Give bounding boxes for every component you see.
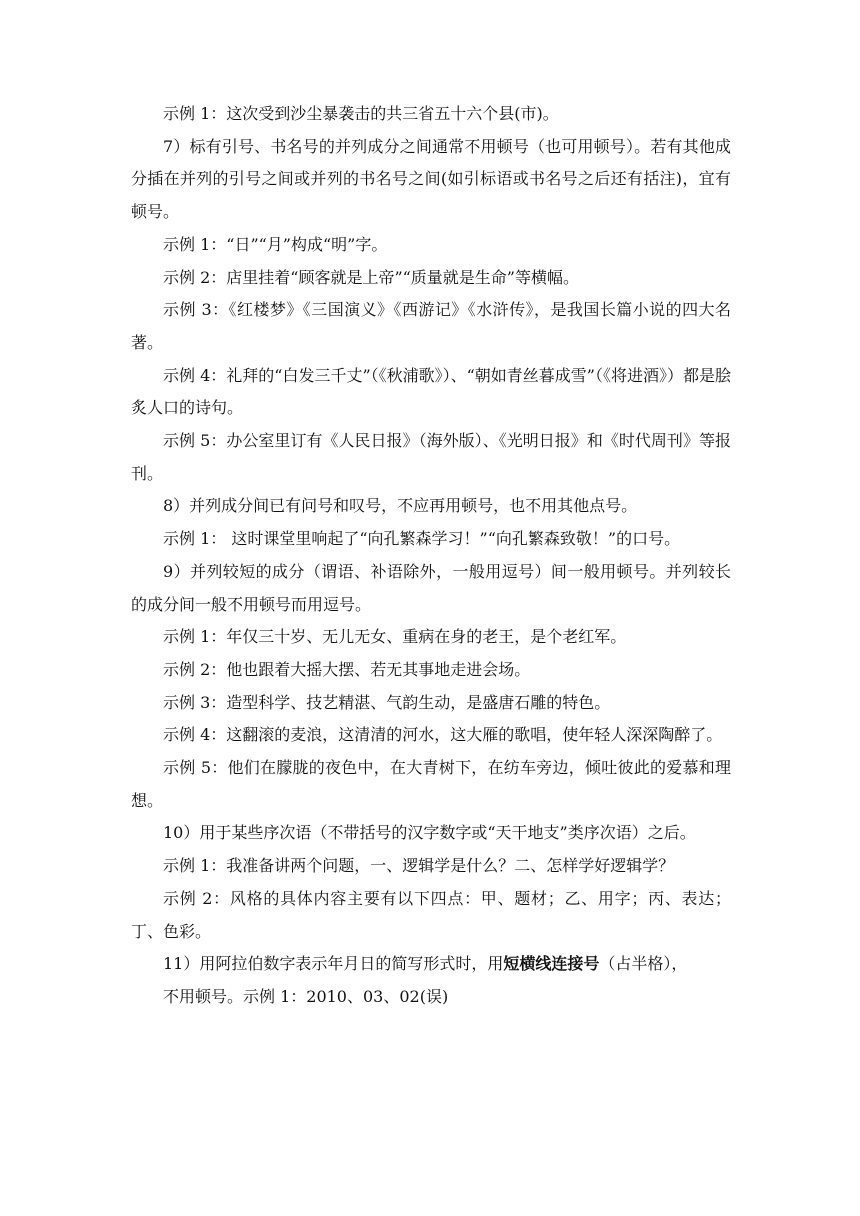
rule-11-text-end: （占半格）， <box>599 954 688 974</box>
example-line: 示例 1： 这时课堂里响起了“向孔繁森学习！”“向孔繁森致敬！”的口号。 <box>163 529 681 549</box>
example-line: 示例 4：礼拜的“白发三千丈”（《秋浦歌》）、“朝如青丝暮成雪”（《将进酒》）都是脍炙人口的诗句。 <box>131 365 731 418</box>
example-line: 示例 1：年仅三十岁、无儿无女、重病在身的老王，是个老红军。 <box>163 627 627 647</box>
rule-11-text-start: 11）用阿拉伯数字表示年月日的简写形式时，用 <box>163 954 504 974</box>
example-line: 示例 1：“日”“月”构成“明”字。 <box>163 234 388 254</box>
example-line: 示例 3：《红楼梦》《三国演义》《西游记》《水浒传》，是我国长篇小说的四大名著。 <box>131 300 731 352</box>
example-line: 示例 2：他也跟着大摇大摆、若无其事地走进会场。 <box>163 659 531 679</box>
example-line: 示例 3：造型科学、技艺精湛、气韵生动，是盛唐石雕的特色。 <box>163 692 611 712</box>
rule-8-paragraph: 8）并列成分间已有问号和叹号，不应再用顿号，也不用其他点号。 <box>163 496 638 516</box>
example-line: 示例 5：他们在朦胧的夜色中，在大青树下，在纺车旁边，倾吐彼此的爱慕和理想。 <box>131 758 731 810</box>
example-line: 示例 2：风格的具体内容主要有以下四点：甲、题材；乙、用字；丙、表达；丁、色彩。 <box>131 888 731 941</box>
rule-11-emphasis: 短横线连接号 <box>503 954 600 974</box>
rule-10-paragraph: 10）用于某些序次语（不带括号的汉字数字或“天干地支”类序次语）之后。 <box>163 823 696 843</box>
example-line: 示例 4：这翻滚的麦浪，这清清的河水，这大雁的歌唱，使年轻人深深陶醉了。 <box>163 725 723 745</box>
rule-7-paragraph: 7）标有引号、书名号的并列成分之间通常不用顿号（也可用顿号）。若有其他成分插在并列的引号之间或并列的书名号之间(如引标语或书名号之后还有括注)，宜有顿号。 <box>131 136 731 222</box>
rule-9-paragraph: 9）并列较短的成分（谓语、补语除外，一般用逗号）间一般用顿号。并列较长的成分间一般不用顿号而用逗号。 <box>131 561 731 614</box>
rule-11-continuation: 不用顿号。示例 1：2010、03、02(误) <box>163 986 449 1006</box>
rule-11-paragraph <box>131 948 731 981</box>
example-line: 示例 2：店里挂着“顾客就是上帝”“质量就是生命”等横幅。 <box>163 267 579 287</box>
example-line: 示例 1：我准备讲两个问题，一、逻辑学是什么？二、怎样学好逻辑学？ <box>163 856 675 876</box>
example-line: 示例 5：办公室里订有《人民日报》（海外版）、《光明日报》和《时代周刊》等报刊。 <box>131 431 731 483</box>
example-line: 示例 1：这次受到沙尘暴袭击的共三省五十六个县(市)。 <box>163 104 559 123</box>
document-body <box>131 98 731 1014</box>
